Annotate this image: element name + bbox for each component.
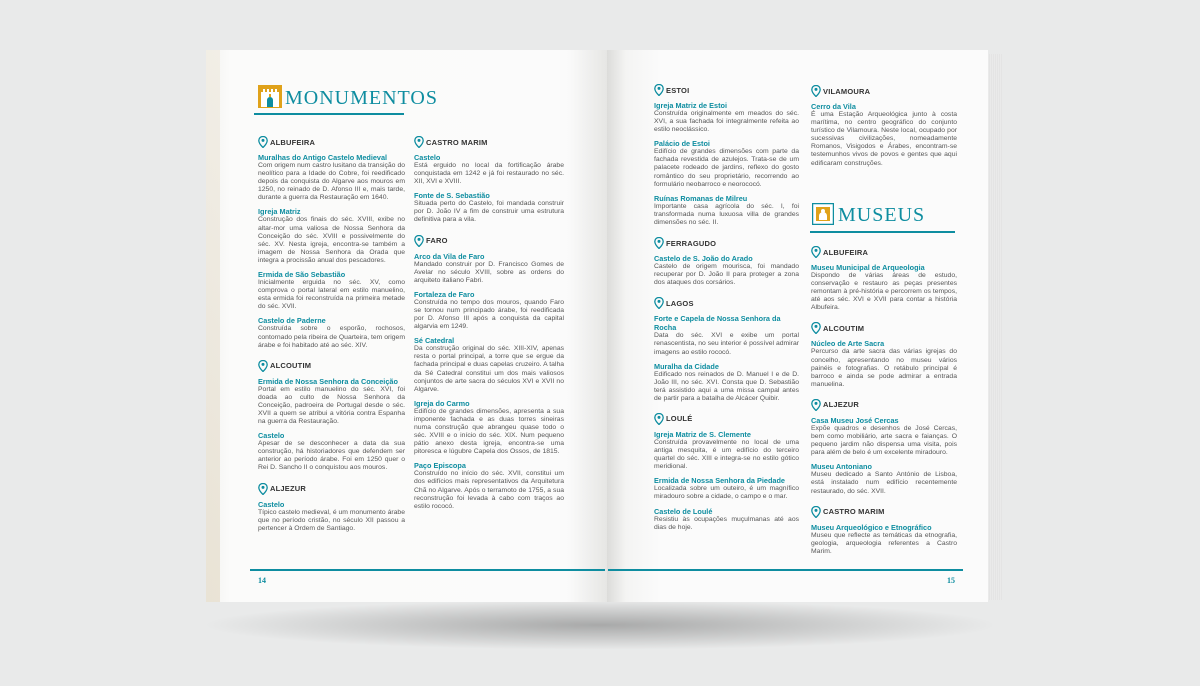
castle-icon	[258, 84, 282, 108]
location-pin-icon	[258, 136, 268, 148]
page-number-left: 14	[258, 576, 266, 585]
item-description: Construção dos finais do séc. XVIII, exibe no altar-mor uma valiosa de Nossa Senhora da Conceição do séc. XVIII e possivelmente do séc. XV. Nesta igreja, encontra-se também a imagem de Nossa Senhora da Orada que integra a procissão anual dos pescadores.	[258, 216, 405, 264]
item-title: Ermida de Nossa Senhora da Piedade	[654, 476, 785, 486]
item-title: Igreja Matriz	[258, 207, 301, 217]
item-description: Está erguido no local da fortificação árabe conquistada em 1242 e já foi restaurado no séc. XII, XVI e XVIII.	[414, 162, 564, 186]
item-description: Expõe quadros e desenhos de José Cercas, bem como mobiliário, arte sacra e faianças. O pequeno jardim não dispensa uma visita, pois para além de belo é um excelente miradouro.	[811, 424, 957, 457]
item-title: Forte e Capela de Nossa Senhora da Rocha	[654, 314, 781, 333]
left-col-1	[258, 136, 405, 533]
item-description: Mandado construir por D. Francisco Gomes de Avelar no século XVIII, sobre as ordens do arquiteto italiano Fabri.	[414, 260, 564, 284]
location-pin-icon	[811, 246, 821, 258]
item-title: Igreja do Carmo	[414, 398, 470, 408]
item-title: Museu Antoniano	[811, 462, 872, 472]
item-title: Casa Museu José Cercas	[811, 415, 899, 425]
right-col-2b	[811, 246, 957, 556]
item-title: Castelo	[414, 153, 441, 162]
item-description: Percurso da arte sacra das várias igrejas do concelho, apresentando no museu vários painéis e fotografias. O retábulo principal é barroco e ainda se pode admirar a entrada manuelina.	[811, 348, 957, 388]
item-title: Castelo	[258, 499, 285, 509]
item-title: Castelo de Paderne	[258, 316, 326, 326]
location-pin-icon	[654, 237, 664, 249]
item-description: Edificado nos reinados de D. Manuel I e de D. João III, no séc. XVI. Consta que D. Sebastião terá assistido aqui a uma missa campal antes de partir para a batalha de Alcácer Quibir.	[654, 370, 799, 402]
right-col-2a	[811, 85, 957, 168]
item-description: Inicialmente erguida no séc. XV, como comprova o portal lateral em estilo manuelino, esta ermida foi reconstruída na primeira metade do séc. XVII.	[258, 279, 405, 311]
item-description: Construída no tempo dos mouros, quando Faro se tornou num principado árabe, foi reedificada por D. Afonso III após a conquista da capital algarvia em 1249.	[414, 298, 564, 331]
right-col-1	[654, 84, 799, 532]
location-name: CASTRO MARIM	[426, 137, 488, 147]
museus-rule	[810, 231, 955, 233]
section-title-monumentos: MONUMENTOS	[285, 87, 438, 109]
item-title: Museu Arqueológico e Etnográfico	[811, 522, 932, 532]
section-title-museus: MUSEUS	[838, 204, 926, 226]
item-description: É uma Estação Arqueológica junto à costa marítima, no centro geográfico do conjunto turístico de Vilamoura. Neste local, ocupado por sucessivas civilizações, nomeadamente Romanos, Visigodos e Árabes, encontram-se testemunhos vivos de povos e gentes que aqui edificaram construções.	[811, 111, 957, 167]
museum-icon	[812, 203, 834, 225]
location-pin-icon	[654, 84, 664, 96]
location-pin-icon	[414, 136, 424, 148]
location-heading	[654, 84, 799, 96]
location-heading	[811, 322, 957, 334]
location-heading	[654, 237, 799, 249]
location-pin-icon	[258, 360, 268, 372]
location-name: ALCOUTIM	[270, 361, 312, 371]
item-description: Dispondo de várias áreas de estudo, conservação e restauro as peças presentes remontam à pré-história e percorrem os tempos, até aos séc. XVI e XVII para contar a história Albufeira.	[811, 272, 957, 312]
location-heading	[414, 235, 564, 247]
item-title: Ermida de Nossa Senhora da Conceição	[258, 376, 398, 386]
location-name: ALCOUTIM	[823, 323, 865, 333]
item-description: Importante casa agrícola do séc. I, foi transformada numa luxuosa villa de grandes dimensões no séc. II.	[654, 202, 799, 226]
location-pin-icon	[654, 297, 664, 309]
item-description: Situada perto do Castelo, foi mandada construir por D. João IV a fim de construir uma estrutura definitiva para a vila.	[414, 200, 564, 224]
item-description: Edifício de grandes dimensões, apresenta a sua imponente fachada e as duas torres sineiras numa construção que abrangeu quase todo o séc. XVIII e o início do séc. XIX. Num pequeno pátio anexo desta igreja, encontra-se uma pitoresca e lúgubre Capela dos Ossos, de 1815.	[414, 407, 564, 456]
item-title: Fortaleza de Faro	[414, 289, 475, 299]
location-heading	[811, 246, 957, 258]
item-title: Castelo de Loulé	[654, 506, 713, 516]
cover-edge-photo	[206, 50, 220, 602]
page-edges	[988, 54, 1002, 600]
item-title: Igreja Matriz de S. Clemente	[654, 429, 751, 439]
location-name: ALBUFEIRA	[270, 137, 316, 147]
location-name: FERRAGUDO	[666, 238, 717, 248]
item-title: Sé Catedral	[414, 336, 455, 346]
item-title: Cerro da Vila	[811, 102, 856, 111]
location-pin-icon	[811, 399, 821, 411]
item-title: Muralha da Cidade	[654, 361, 719, 371]
item-title: Núcleo de Arte Sacra	[811, 339, 885, 349]
location-pin-icon	[414, 235, 424, 247]
item-description: Construída sobre o esporão, rochosos, contornado pela ribeira de Quarteira, tem origem árabe e foi habitado até ao séc. XIV.	[258, 325, 405, 349]
location-name: ALBUFEIRA	[823, 247, 869, 257]
location-pin-icon	[811, 85, 821, 97]
item-description: Museu que reflecte as temáticas da etnografia, geologia, arqueologia referentes a Castro Marim.	[811, 531, 957, 555]
location-heading	[811, 399, 957, 411]
item-title: Fonte de S. Sebastião	[414, 191, 490, 201]
item-title: Ermida de São Sebastião	[258, 270, 346, 280]
item-description: Data do séc. XVI e exibe um portal renascentista, no seu interior é possível admirar imagens ao estilo rococó.	[654, 332, 799, 356]
location-pin-icon	[258, 483, 268, 495]
item-title: Ruínas Romanas de Milreu	[654, 193, 748, 203]
location-name: CASTRO MARIM	[823, 507, 885, 517]
item-description: Castelo de origem mourisca, foi mandado recuperar por D. João II para proteger a zona dos ataques dos corsários.	[654, 263, 799, 287]
location-heading	[414, 136, 564, 148]
location-pin-icon	[811, 506, 821, 518]
item-description: Localizada sobre um outeiro, é um magnífico miradouro sobre a cidade, o campo e o mar.	[654, 485, 799, 501]
location-heading	[811, 506, 957, 518]
item-title: Castelo	[258, 431, 285, 441]
item-description: Típico castelo medieval, é um monumento árabe que no período cristão, no século XII passou a pertencer à Ordem de Santiago.	[258, 508, 405, 532]
location-name: LAGOS	[666, 298, 694, 308]
item-title: Muralhas do Antigo Castelo Medieval	[258, 153, 388, 162]
item-description: Edifício de grandes dimensões com parte da fachada revestida de azulejos. Trata-se de um palacete rodeado de jardins, reflexo do gosto romântico do seu proprietário, recorrendo ao formulário neobarroco e neorococó.	[654, 148, 799, 188]
location-name: ALJEZUR	[823, 400, 859, 410]
location-heading	[811, 85, 957, 97]
location-heading	[258, 136, 405, 148]
item-title: Museu Municipal de Arqueologia	[811, 263, 925, 272]
item-title: Castelo de S. João do Arado	[654, 254, 753, 264]
location-name: FARO	[426, 236, 448, 246]
footer-rule	[250, 569, 605, 571]
item-title: Arco da Vila de Faro	[414, 251, 485, 261]
page-number-right: 15	[947, 576, 955, 585]
location-pin-icon	[654, 413, 664, 425]
item-description: Museu dedicado a Santo António de Lisboa, está instalado num edifício recentemente restaurado, do séc. XVII.	[811, 471, 957, 495]
book-shadow	[200, 600, 1000, 650]
location-name: LOULÉ	[666, 414, 693, 424]
footer-rule-right	[608, 569, 963, 571]
location-heading	[258, 483, 405, 495]
location-name: ESTOI	[666, 85, 690, 95]
item-description: Da construção original do séc. XIII-XIV, apenas resta o portal principal, a torre que se ergue da fachada principal e duas capelas cruzeiro. A talha da Sé Catedral constitui um dos mais valiosos conjuntos de arte sacra do séculos XVI e XVII no Algarve.	[414, 345, 564, 393]
monumentos-header	[258, 84, 438, 108]
left-col-2	[414, 136, 564, 511]
location-name: VILAMOURA	[823, 86, 871, 96]
item-description: Construída originalmente em meados do séc. XVI, a sua fachada foi integralmente refeita ao estilo neoclássico.	[654, 110, 799, 134]
item-title: Paço Episcopa	[414, 461, 466, 471]
museus-header	[812, 203, 925, 225]
item-title: Palácio de Estoi	[654, 139, 710, 149]
item-description: Com origem num castro lusitano da transição do neolítico para a Idade do Cobre, foi reedificado depois da conquista do Algarve aos mouros em 1250, no reinado de D. Afonso III e, mais tarde, durante a guerra da Restauração em 1640.	[258, 162, 405, 202]
item-description: Construído no início do séc. XVII, constitui um dos edifícios mais representativos da Arquitetura Chã no Algarve. Após o terramoto de 1755, a sua reconstrução foi levada à cabo com traços ao estilo rococó.	[414, 470, 564, 510]
location-heading	[258, 360, 405, 372]
item-description: Portal em estilo manuelino do séc. XVI, foi doada ao culto de Nossa Senhora da Conceição, padroeira de Portugal desde o séc. XVII a quem se atribui a vitória contra Espanha na guerra da Restauração.	[258, 385, 405, 426]
header-rule	[254, 113, 404, 115]
location-heading	[654, 413, 799, 425]
location-name: ALJEZUR	[270, 484, 306, 494]
item-description: Apesar de se desconhecer a data da sua construção, há historiadores que defendem ser anterior ao período árabe. Foi em 1250 quer o Rei D. Sancho II o conquistou aos mouros.	[258, 440, 405, 472]
item-description: Construída provavelmente no local de uma antiga mesquita, é um edifício do terceiro quartel do séc. XIII e integra-se no estilo gótico meridional.	[654, 438, 799, 471]
location-pin-icon	[811, 322, 821, 334]
item-title: Igreja Matriz de Estoi	[654, 101, 727, 110]
location-heading	[654, 297, 799, 309]
item-description: Resistiu às ocupações muçulmanas até aos dias de hoje.	[654, 515, 799, 531]
